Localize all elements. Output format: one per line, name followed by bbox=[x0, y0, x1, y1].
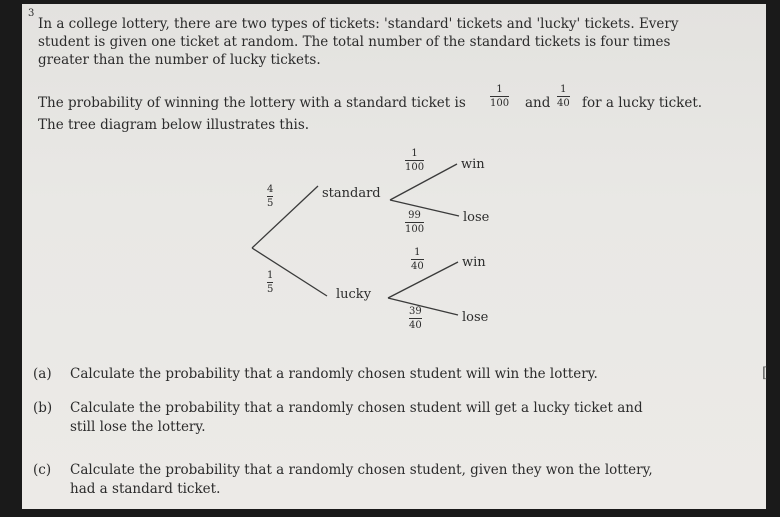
margin-mark: [ bbox=[762, 365, 768, 381]
fraction-numerator: 1 bbox=[414, 247, 421, 258]
fraction-standard bbox=[267, 184, 273, 209]
fraction-denominator: 40 bbox=[557, 98, 570, 109]
label-standard: standard bbox=[322, 186, 381, 201]
fraction-standard-win-tree bbox=[405, 148, 424, 173]
fraction-lucky-lose bbox=[409, 306, 422, 331]
fraction-numerator: 1 bbox=[560, 84, 567, 95]
intro-line-2: student is given one ticket at random. The total number of the standard tickets is four times bbox=[38, 34, 671, 50]
fraction-lucky-win-tree bbox=[411, 247, 424, 272]
fraction-lucky bbox=[267, 270, 273, 295]
label-standard-win: win bbox=[461, 157, 485, 172]
part-b-text-line-2: still lose the lottery. bbox=[70, 419, 206, 435]
part-c-text-line-1: Calculate the probability that a randomly chosen student, given they won the lottery, bbox=[70, 462, 653, 478]
label-lucky-lose: lose bbox=[462, 310, 489, 325]
fraction-denominator: 5 bbox=[267, 198, 274, 209]
branch-lucky bbox=[252, 248, 327, 296]
prob-sentence-and: and bbox=[525, 95, 551, 111]
fraction-numerator: 4 bbox=[267, 184, 274, 195]
part-b-label: (b) bbox=[33, 400, 53, 416]
part-a-label: (a) bbox=[33, 366, 52, 382]
part-c-label: (c) bbox=[33, 462, 52, 478]
fraction-denominator: 100 bbox=[490, 98, 510, 109]
prob-sentence-part1: The probability of winning the lottery with a standard ticket is bbox=[38, 95, 466, 111]
worksheet-page bbox=[22, 4, 766, 509]
fraction-numerator: 1 bbox=[267, 270, 274, 281]
fraction-numerator: 1 bbox=[496, 84, 503, 95]
fraction-denominator: 40 bbox=[411, 261, 424, 272]
fraction-denominator: 100 bbox=[405, 224, 425, 235]
branch-standard bbox=[252, 186, 318, 248]
question-number: 3 bbox=[28, 8, 35, 19]
branch-standard-lose bbox=[390, 200, 459, 216]
intro-line-1: In a college lottery, there are two types of tickets: 'standard' tickets and 'lucky' tickets. Every bbox=[38, 16, 679, 32]
fraction-numerator: 99 bbox=[408, 210, 421, 221]
tree-sentence: The tree diagram below illustrates this. bbox=[38, 117, 310, 133]
label-lucky: lucky bbox=[336, 287, 372, 302]
fraction-denominator: 100 bbox=[405, 162, 425, 173]
branch-lucky-lose bbox=[388, 298, 458, 315]
label-standard-lose: lose bbox=[463, 210, 490, 225]
fraction-denominator: 5 bbox=[267, 284, 274, 295]
intro-line-3: greater than the number of lucky tickets. bbox=[38, 52, 321, 68]
part-c-text-line-2: had a standard ticket. bbox=[70, 481, 221, 497]
fraction-numerator: 39 bbox=[409, 306, 422, 317]
fraction-standard-lose bbox=[405, 210, 424, 235]
fraction-denominator: 40 bbox=[409, 320, 422, 331]
prob-sentence-part2: for a lucky ticket. bbox=[582, 95, 703, 111]
part-b-text-line-1: Calculate the probability that a randomly chosen student will get a lucky ticket and bbox=[70, 400, 643, 416]
fraction-numerator: 1 bbox=[411, 148, 418, 159]
label-lucky-win: win bbox=[462, 255, 486, 270]
part-a-text-line-1: Calculate the probability that a randomly chosen student will win the lottery. bbox=[70, 366, 598, 382]
